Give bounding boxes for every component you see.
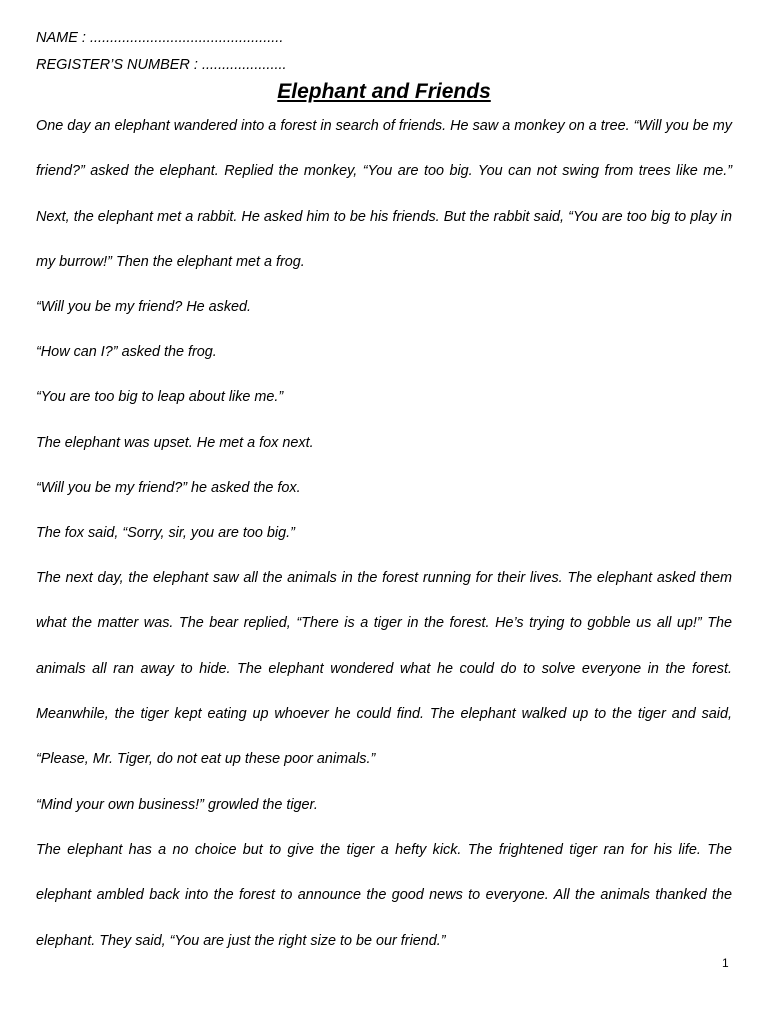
- paragraph-3: “How can I?” asked the frog.: [36, 344, 217, 360]
- story-title: Elephant and Friends: [277, 80, 491, 103]
- paragraph-1: One day an elephant wandered into a forest in search of friends. He saw a monkey on a tree. “Will you be my friend?” asked the elephant. Replied the monkey, “You are too big. You can not swing from trees like me.” Next, the elephant met a rabbit. He asked him to be his friends. But the rabbit said, “You are too big to play in my burrow!” Then the elephant met a frog.: [36, 118, 732, 270]
- paragraph-10: The elephant has a no choice but to give the tiger a hefty kick. The frightened tiger ran for his life. The elephant ambled back into the forest to announce the good news to everyone. All the animals thanked the elephant. They said, “You are just the right size to be our friend.”: [36, 842, 732, 949]
- paragraph-2: “Will you be my friend? He asked.: [36, 299, 252, 315]
- register-number-field: REGISTER’S NUMBER : .....................: [36, 57, 287, 73]
- paragraph-5: The elephant was upset. He met a fox next.: [36, 435, 314, 451]
- name-field: NAME : ................................................: [36, 30, 284, 46]
- paragraph-9: “Mind your own business!” growled the tiger.: [36, 797, 318, 813]
- paragraph-4: “You are too big to leap about like me.”: [36, 389, 284, 405]
- page-number: 1: [722, 956, 729, 970]
- paragraph-8: The next day, the elephant saw all the animals in the forest running for their lives. The elephant asked them what the matter was. The bear replied, “There is a tiger in the forest. He’s trying to gobble us all up!” The animals all ran away to hide. The elephant wondered what he could do to solve everyone in the forest. Meanwhile, the tiger kept eating up whoever he could find. The elephant walked up to the tiger and said, “Please, Mr. Tiger, do not eat up these poor animals.”: [36, 570, 732, 768]
- paragraph-6: “Will you be my friend?” he asked the fox.: [36, 480, 301, 496]
- paragraph-7: The fox said, “Sorry, sir, you are too big.”: [36, 525, 295, 541]
